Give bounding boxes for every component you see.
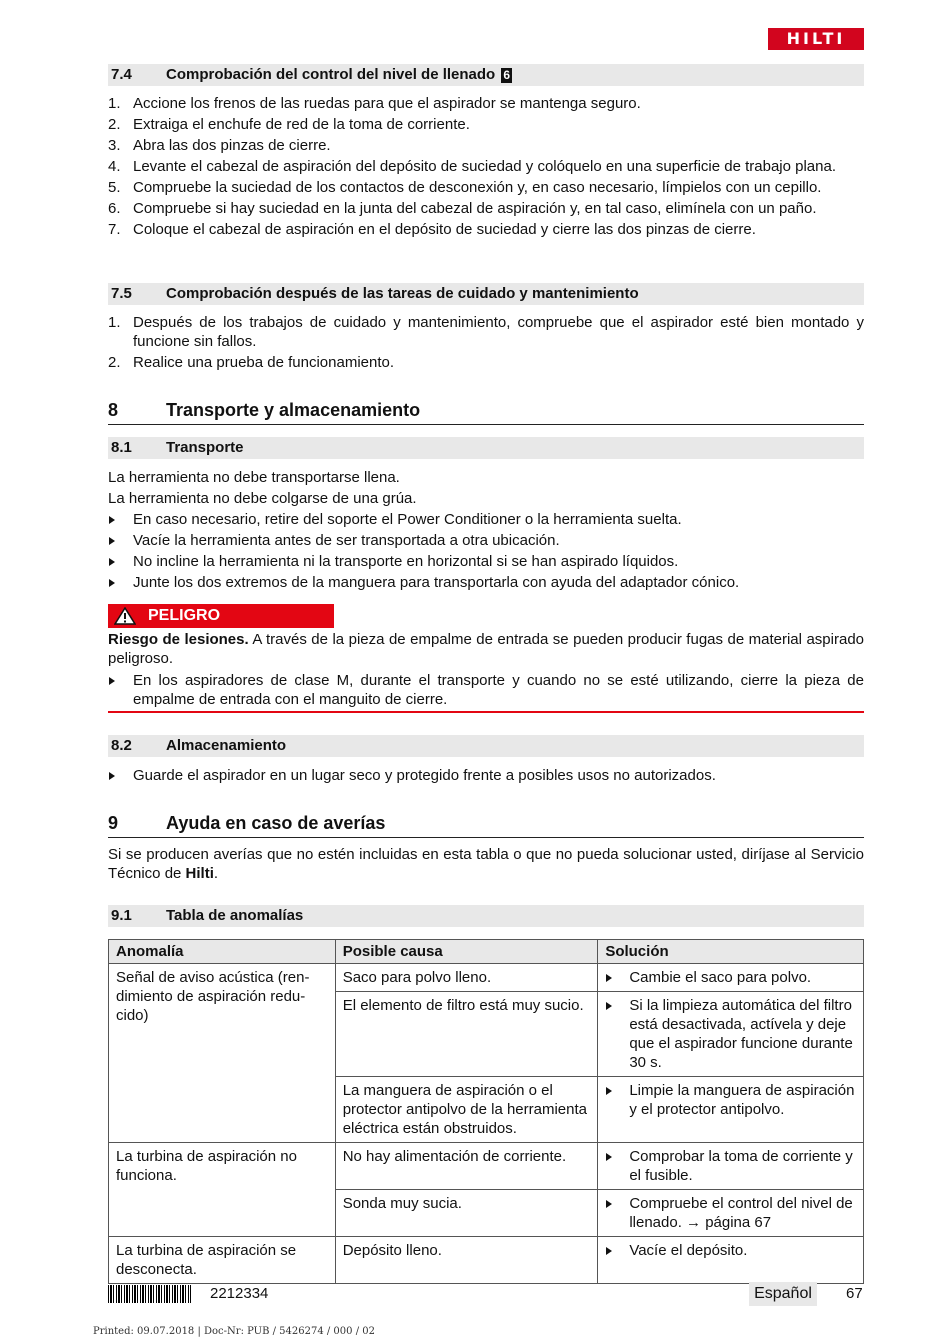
solution-cell (598, 992, 864, 1077)
bullet-triangle-icon (109, 579, 115, 587)
list-item (108, 552, 864, 571)
chapter-title: Transporte y almacenamiento (166, 400, 421, 420)
section-8-1-heading (108, 437, 864, 459)
list-item (108, 671, 864, 709)
bullets-8-1 (108, 510, 864, 594)
barcode (108, 1285, 191, 1303)
bullet-triangle-icon (606, 1002, 612, 1010)
anomaly-cell: La turbina de aspiración se desconecta. (109, 1237, 336, 1284)
table-row (109, 1143, 864, 1190)
list-item: 5. Compruebe la suciedad de los contactos de desconexión y, en caso necesario, límpielos con un cepillo. (108, 179, 822, 196)
column-header: Solución (598, 940, 864, 964)
steps-7-5 (108, 313, 864, 374)
figure-ref-badge: 6 (503, 68, 511, 82)
step-text: Accione los frenos de las ruedas para que el aspirador se mantenga seguro. (133, 95, 641, 112)
list-item (108, 766, 864, 785)
bullet-triangle-icon (109, 558, 115, 566)
bullet-triangle-icon (606, 1087, 612, 1095)
section-title: Transporte (166, 439, 244, 456)
bullet-text: Junte los dos extremos de la manguera para transportarla con ayuda del adaptador cónico. (133, 574, 740, 591)
step-text: Compruebe si hay suciedad en la junta del cabezal de aspiración y, en tal caso, elimínela con un paño. (133, 200, 817, 217)
solution-cell (598, 1077, 864, 1143)
list-item: 1. Después de los trabajos de cuidado y mantenimiento, compruebe que el aspirador esté bien montado y funcione sin fallos. (108, 314, 864, 350)
section-number: 8.1 (111, 439, 132, 456)
list-item: 3. Abra las dos pinzas de cierre. (108, 137, 331, 154)
section-title-text: Comprobación del control del nivel de llenado (166, 66, 496, 83)
cause-cell: El elemento de filtro está muy sucio. (335, 992, 598, 1077)
step-text: Compruebe la suciedad de los contactos de desconexión y, en caso necesario, límpielos con un cepillo. (133, 179, 822, 196)
risk-text: A través de la pieza de empalme de entrada se pueden producir fugas de material aspirado peligroso. (108, 631, 865, 667)
paragraph (108, 845, 864, 883)
solution-cell (598, 964, 864, 992)
step-text: Levante el cabezal de aspiración del depósito de suciedad y colóquelo en una superficie de trabajo plana. (133, 158, 836, 175)
bullet-triangle-icon (109, 677, 115, 685)
solution-text: Cambie el saco para polvo. (629, 969, 812, 986)
table-header-row (109, 940, 864, 964)
section-9-1-heading (108, 905, 864, 927)
section-number: 8.2 (111, 737, 132, 754)
list-item: 4. Levante el cabezal de aspiración del depósito de suciedad y colóquelo en una superficie de trabajo plana. (108, 158, 836, 175)
list-item (108, 510, 864, 529)
bullets-8-2 (108, 766, 864, 787)
section-title: Tabla de anomalías (166, 907, 304, 924)
list-item: 1. Accione los frenos de las ruedas para que el aspirador se mantenga seguro. (108, 95, 641, 112)
steps-7-4 (108, 94, 864, 241)
solution-text: Si la limpieza automática del filtro está desactivada, actívela y deje que el aspirador funcione durante 30 s. (629, 997, 853, 1071)
solution-text: Comprobar la toma de corriente y el fusible. (629, 1148, 853, 1184)
cause-cell: No hay alimentación de corriente. (335, 1143, 598, 1190)
section-title: Comprobación después de las tareas de cuidado y mantenimiento (166, 285, 639, 302)
step-text: Abra las dos pinzas de cierre. (133, 137, 331, 154)
step-text: Realice una prueba de funcionamiento. (133, 354, 395, 371)
bullet-triangle-icon (109, 537, 115, 545)
anomaly-cell: La turbina de aspiración no funciona. (109, 1143, 336, 1237)
chapter-title: Ayuda en caso de averías (166, 813, 386, 833)
table-row (109, 1237, 864, 1284)
list-item: 6. Compruebe si hay suciedad en la junta del cabezal de aspiración y, en tal caso, elimínela con un paño. (108, 200, 817, 217)
column-header: Posible causa (335, 940, 598, 964)
section-title: Almacenamiento (166, 737, 287, 754)
brand-name: Hilti (185, 865, 214, 882)
bullet-text: Guarde el aspirador en un lugar seco y protegido frente a posibles usos no autorizados. (133, 767, 716, 784)
solution-text: Vacíe el depósito. (629, 1242, 748, 1259)
list-item: 7. Coloque el cabezal de aspiración en el depósito de suciedad y cierre las dos pinzas de cierre. (108, 221, 756, 238)
anomaly-table (108, 939, 864, 1284)
bullet-text: No incline la herramienta ni la transporte en horizontal si se han aspirado líquidos. (133, 553, 679, 570)
danger-label: PELIGRO (148, 607, 221, 624)
section-title (166, 64, 512, 86)
anomaly-cell: Señal de aviso acústica (rendimiento de aspiración reducido) (109, 964, 336, 1143)
step-text: Extraiga el enchufe de red de la toma de corriente. (133, 116, 470, 133)
list-item (108, 531, 864, 550)
danger-banner (108, 604, 334, 628)
chapter-number: 9 (108, 813, 119, 833)
page-number: 67 (846, 1285, 863, 1302)
cause-cell: Saco para polvo lleno. (335, 964, 598, 992)
list-item: 2. Realice una prueba de funcionamiento. (108, 354, 395, 371)
paragraph: La herramienta no debe colgarse de una grúa. (108, 490, 417, 507)
paragraph-end: . (213, 865, 219, 882)
bullet-triangle-icon (606, 974, 612, 982)
section-number: 9.1 (111, 907, 132, 924)
step-text: Después de los trabajos de cuidado y mantenimiento, compruebe que el aspirador esté bien montado y funcione sin fallos. (133, 314, 864, 350)
solution-cell (598, 1143, 864, 1190)
table-row (109, 964, 864, 992)
document-code: 2212334 (210, 1285, 269, 1302)
cause-cell: Sonda muy sucia. (335, 1190, 598, 1237)
warning-triangle-icon (114, 607, 136, 625)
cause-cell: Depósito lleno. (335, 1237, 598, 1284)
bullet-text: En los aspiradores de clase M, durante el transporte y cuando no se esté utilizando, cierre la pieza de empalme de entrada con el manguito de cierre. (133, 672, 864, 708)
list-item: 2. Extraiga el enchufe de red de la toma de corriente. (108, 116, 470, 133)
bullet-triangle-icon (109, 516, 115, 524)
section-number: 7.4 (111, 66, 132, 83)
chapter-8-heading (108, 400, 864, 425)
solution-text-with-page-link[interactable]: Compruebe el control del nivel de llenado. → página 67 (629, 1195, 853, 1231)
list-item (108, 573, 864, 592)
risk-heading: Riesgo de lesiones. (108, 631, 249, 648)
section-7-5-heading (108, 283, 864, 305)
bullet-triangle-icon (606, 1200, 612, 1208)
chapter-number: 8 (108, 400, 119, 420)
section-8-2-heading (108, 735, 864, 757)
hilti-logo: HILTI (768, 28, 864, 50)
section-number: 7.5 (111, 285, 132, 302)
bullet-triangle-icon (109, 772, 115, 780)
bullet-text: En caso necesario, retire del soporte el Power Conditioner o la herramienta suelta. (133, 511, 682, 528)
danger-divider (108, 711, 864, 713)
bullet-triangle-icon (606, 1247, 612, 1255)
danger-text (108, 630, 864, 668)
solution-cell[interactable] (598, 1190, 864, 1237)
step-text: Coloque el cabezal de aspiración en el depósito de suciedad y cierre las dos pinzas de cierre. (133, 221, 756, 238)
danger-bullets (108, 671, 864, 711)
solution-text: Limpie la manguera de aspiración y el protector antipolvo. (629, 1082, 855, 1118)
column-header: Anomalía (109, 940, 336, 964)
solution-cell (598, 1237, 864, 1284)
paragraph-text: Si se producen averías que no estén incluidas en esta tabla o que no pueda solucionar usted, diríjase al Servicio Técnico de (108, 846, 864, 882)
bullet-triangle-icon (606, 1153, 612, 1161)
bullet-text: Vacíe la herramienta antes de ser transportada a otra ubicación. (133, 532, 560, 549)
chapter-9-heading (108, 813, 864, 838)
section-7-4-heading (108, 64, 864, 86)
cause-cell: La manguera de aspiración o el protector antipolvo de la herramienta eléctrica están obstruidos. (335, 1077, 598, 1143)
language-label: Español (749, 1282, 817, 1306)
print-info: Printed: 09.07.2018 | Doc-Nr: PUB / 5426274 / 000 / 02 (93, 1326, 375, 1337)
paragraph: La herramienta no debe transportarse llena. (108, 469, 400, 486)
